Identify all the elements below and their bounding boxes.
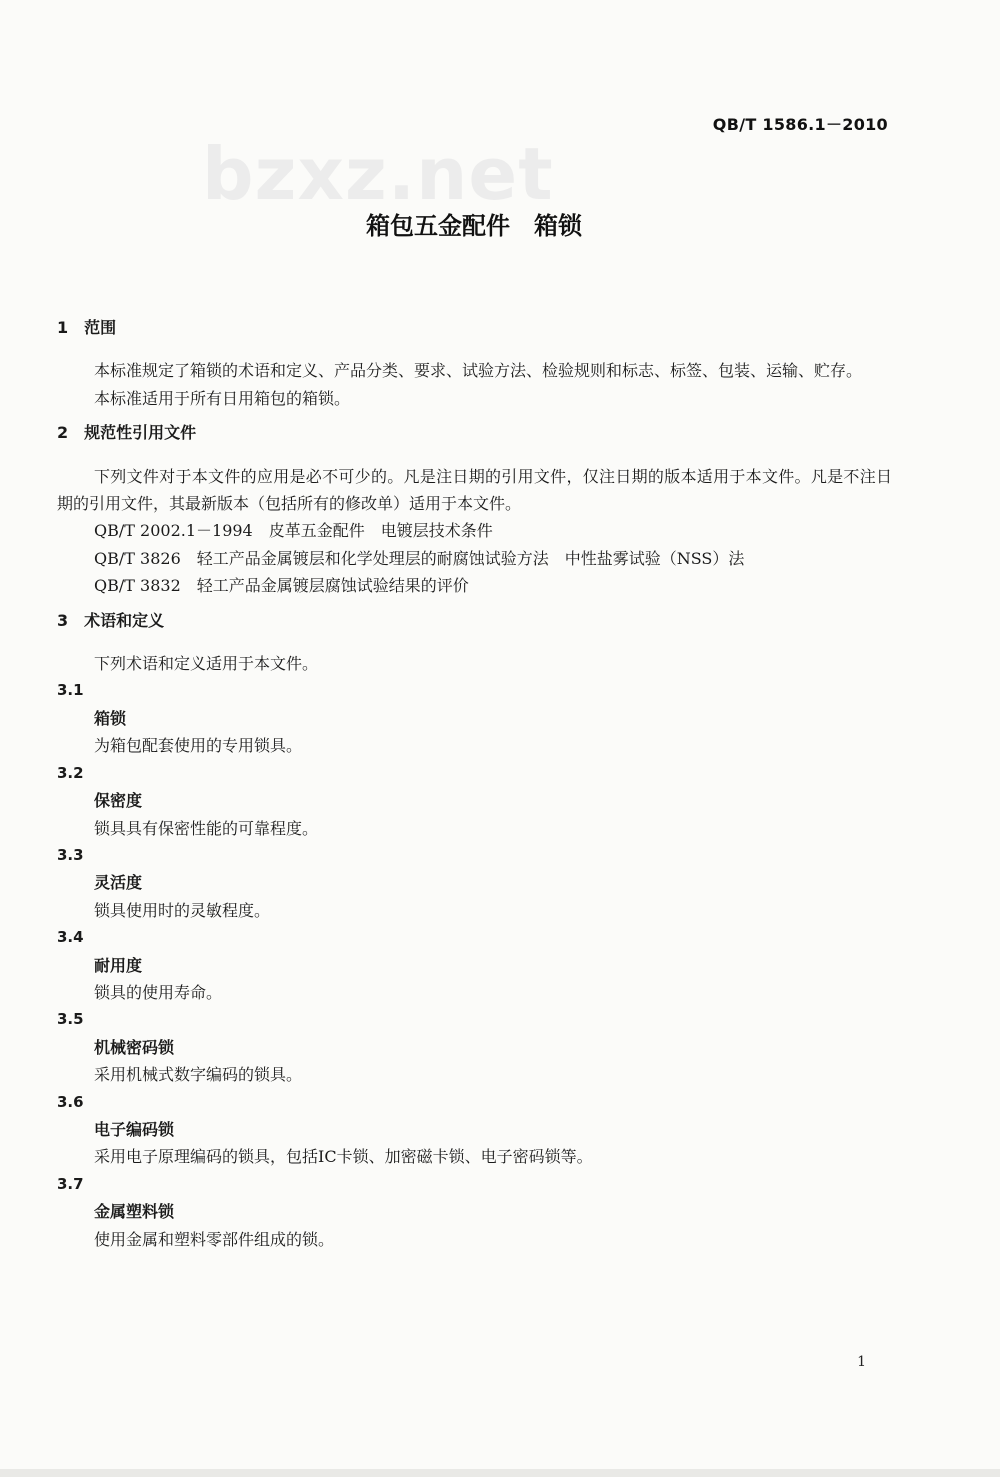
term-entry: [57, 1006, 892, 1088]
term-name: 金属塑料锁: [94, 1202, 175, 1222]
term-entry: [57, 842, 892, 924]
term-number: 3.5: [57, 1010, 84, 1029]
document-title: 箱包五金配件 箱锁: [366, 212, 582, 240]
term-name: 灵活度: [94, 873, 143, 893]
section-heading: 2 规范性引用文件: [57, 423, 197, 443]
reference-item: QB/T 3826 轻工产品金属镀层和化学处理层的耐腐蚀试验方法 中性盐雾试验（NSS）法: [94, 548, 745, 568]
term-name: 保密度: [94, 791, 143, 811]
term-number: 3.7: [57, 1174, 84, 1193]
paragraph: 本标准适用于所有日用箱包的箱锁。: [94, 388, 351, 408]
reference-item: QB/T 3832 轻工产品金属镀层腐蚀试验结果的评价: [94, 576, 469, 596]
term-name: 箱锁: [94, 708, 127, 728]
paragraph: 下列术语和定义适用于本文件。: [94, 654, 319, 674]
term-entry: [57, 760, 892, 842]
term-definition: 锁具具有保密性能的可靠程度。: [94, 818, 319, 838]
reference-list: [57, 517, 892, 599]
section-scope: [57, 314, 892, 412]
term-name: 耐用度: [94, 955, 143, 975]
term-name: 电子编码锁: [94, 1119, 175, 1139]
term-entry: [57, 1171, 892, 1253]
document-body: [57, 314, 892, 1253]
term-definition: 采用机械式数字编码的锁具。: [94, 1065, 303, 1085]
term-number: 3.3: [57, 845, 84, 864]
term-entry: [57, 677, 892, 759]
section-heading: 1 范围: [57, 318, 117, 337]
term-number: 3.6: [57, 1092, 84, 1111]
term-entry: [57, 924, 892, 1006]
page-bottom-edge: [0, 1469, 1000, 1477]
term-entry: [57, 1089, 892, 1171]
section-heading: 3 术语和定义: [57, 610, 165, 630]
reference-item: QB/T 2002.1－1994 皮革五金配件 电镀层技术条件: [94, 521, 493, 541]
standard-code: QB/T 1586.1－2010: [712, 115, 888, 134]
term-definition: 锁具的使用寿命。: [94, 982, 223, 1002]
page-number: 1: [857, 1354, 866, 1370]
term-number: 3.1: [57, 681, 84, 700]
term-definition: 采用电子原理编码的锁具，包括IC卡锁、加密磁卡锁、电子密码锁等。: [94, 1147, 593, 1167]
term-definition: 使用金属和塑料零部件组成的锁。: [94, 1229, 335, 1249]
term-number: 3.4: [57, 928, 84, 947]
term-definition: 锁具使用时的灵敏程度。: [94, 900, 271, 920]
section-normative-references: [57, 419, 892, 599]
term-name: 机械密码锁: [94, 1037, 175, 1057]
watermark: bzxz.net: [202, 132, 554, 216]
section-terms-definitions: [57, 607, 892, 1253]
term-number: 3.2: [57, 763, 84, 782]
paragraph: 本标准规定了箱锁的术语和定义、产品分类、要求、试验方法、检验规则和标志、标签、包装、运输、贮存。: [94, 361, 863, 381]
paragraph: 下列文件对于本文件的应用是必不可少的。凡是注日期的引用文件，仅注日期的版本适用于本文件。凡是不注日期的引用文件，其最新版本（包括所有的修改单）适用于本文件。: [57, 466, 892, 514]
term-definition: 为箱包配套使用的专用锁具。: [94, 736, 303, 756]
